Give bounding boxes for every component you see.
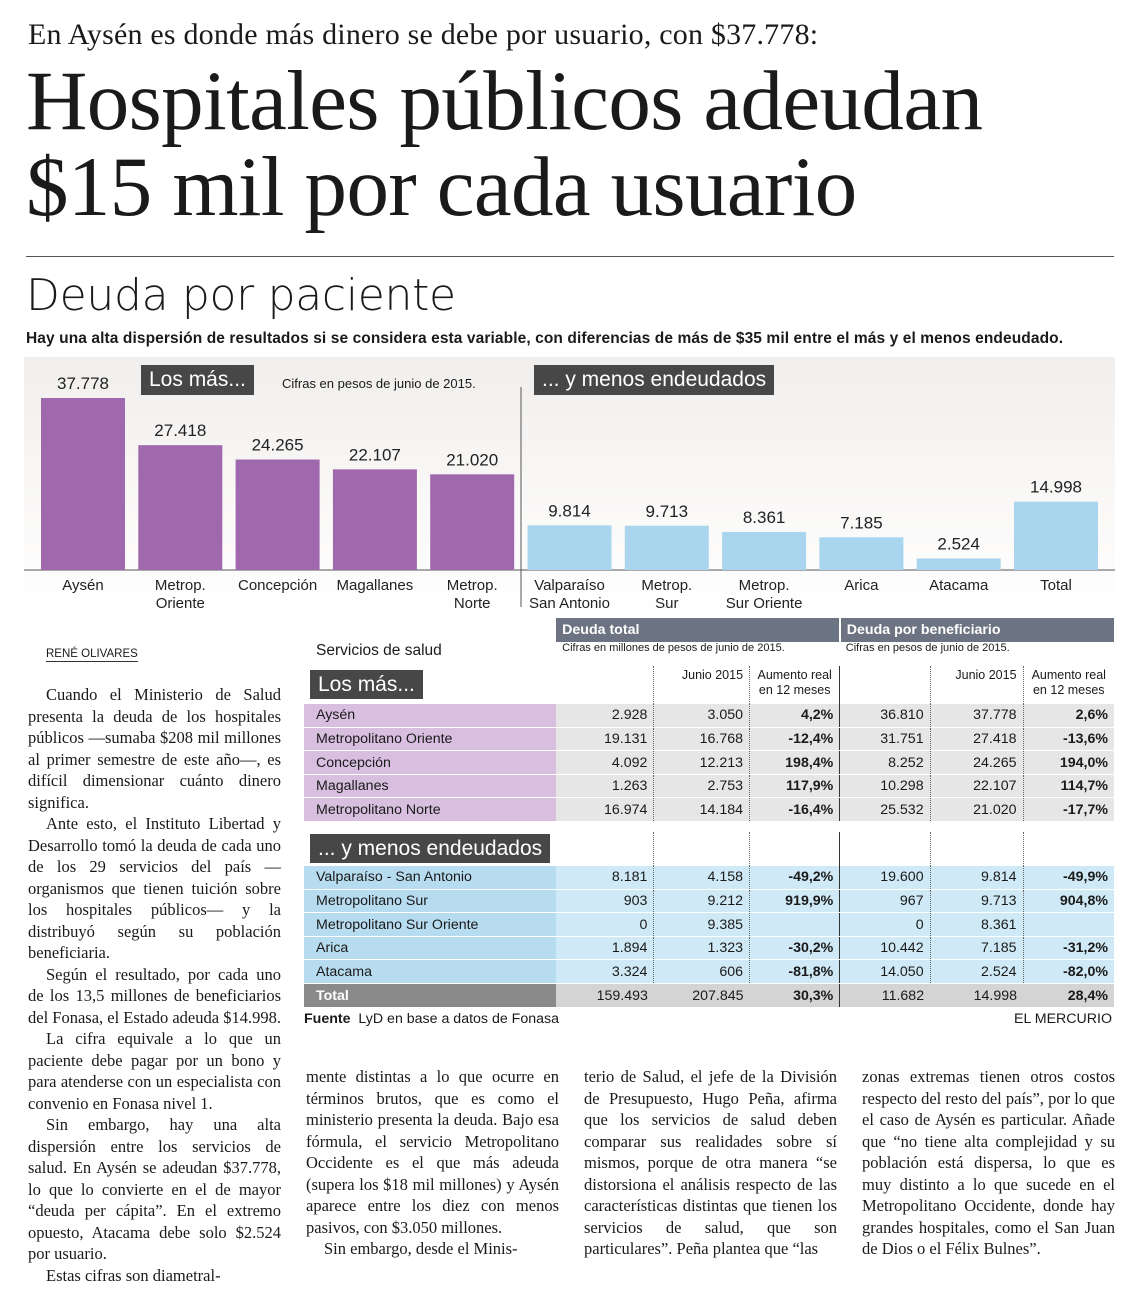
category-label: Metrop. — [154, 577, 206, 594]
headline-line-1: Hospitales públicos adeudan — [26, 54, 983, 148]
cell-value: 2.524 — [930, 960, 1023, 984]
cell-value: 8.181 — [556, 866, 654, 890]
category-label: San Antonio — [529, 595, 610, 612]
category-label: Sur — [655, 595, 679, 612]
row-label: Metropolitano Oriente — [304, 727, 556, 751]
cell-value: 14.184 — [654, 798, 750, 822]
cell-value: -30,2% — [750, 936, 840, 960]
cell-value: -82,0% — [1023, 960, 1114, 984]
table-row — [304, 960, 1114, 984]
cell-value: 8.361 — [930, 913, 1023, 937]
byline: RENÉ OLIVARES — [46, 648, 138, 660]
bar-value-label: 8.361 — [742, 507, 786, 527]
cell-value: 37.778 — [930, 704, 1023, 728]
bar — [722, 532, 806, 570]
cell-value: 19.131 — [556, 727, 654, 751]
cell-value: 194,0% — [1023, 751, 1114, 775]
bar — [528, 525, 612, 570]
bar — [917, 559, 1001, 570]
cell-value: 9.385 — [654, 913, 750, 937]
cell-value: 0 — [840, 913, 930, 937]
bar — [41, 398, 125, 570]
cell-value: 27.418 — [930, 727, 1023, 751]
publisher: EL MERCURIO — [1013, 1010, 1112, 1027]
cell-value: 0 — [556, 913, 654, 937]
cell-value — [750, 913, 840, 937]
cell-value: 3.050 — [654, 704, 750, 728]
paragraph: Estas cifras son diametral- — [46, 1265, 221, 1285]
table-row — [304, 704, 1114, 728]
divider — [26, 256, 1114, 257]
chart-note: Cifras en pesos de junio de 2015. — [282, 376, 476, 391]
total-value: 159.493 — [556, 984, 654, 1008]
category-label: Arica — [844, 577, 879, 594]
chart-tag-most: Los más... — [141, 365, 254, 395]
bar-value-label: 37.778 — [57, 374, 109, 393]
table-row — [304, 751, 1114, 775]
paragraph: Sin embargo, hay una alta dispersión entre los servicios de salud. En Aysén se adeudan $37.778, lo que lo convierte en el de mayor “deuda per cápita”. En el extremo opuesto, Atacama debe solo $2.524 por usuario. — [28, 1115, 281, 1263]
cell-value: 967 — [840, 889, 930, 913]
table-row — [304, 727, 1114, 751]
cell-value: 2.753 — [654, 774, 750, 798]
cell-value: 9.814 — [930, 866, 1023, 890]
article-column-3 — [584, 1066, 837, 1260]
cell-value: -31,2% — [1023, 936, 1114, 960]
cell-value: 903 — [556, 889, 654, 913]
total-value: 28,4% — [1023, 984, 1114, 1008]
note-deuda-beneficiario: Cifras en pesos de junio de 2015. — [845, 642, 1010, 654]
cell-value: 114,7% — [1023, 774, 1114, 798]
bar-value-label: 2.524 — [937, 534, 980, 554]
category-label: Sur Oriente — [725, 595, 803, 612]
table-row — [304, 913, 1114, 937]
row-label: Concepción — [304, 751, 556, 775]
source-text: LyD en base a datos de Fonasa — [358, 1010, 560, 1027]
cell-value: 1.894 — [556, 936, 654, 960]
table-row — [304, 889, 1114, 913]
table-row-total — [304, 984, 1114, 1008]
total-value: 30,3% — [750, 984, 840, 1008]
cell-value: -49,9% — [1023, 866, 1114, 890]
row-label: Valparaíso - San Antonio — [304, 866, 556, 890]
cell-value: 36.810 — [840, 704, 930, 728]
cell-value: 24.265 — [930, 751, 1023, 775]
col-aumento-benef: Aumento real en 12 meses — [1031, 667, 1106, 697]
cell-value: 2.928 — [556, 704, 654, 728]
table-title: Servicios de salud — [316, 642, 442, 659]
cell-value: -81,8% — [750, 960, 840, 984]
cell-value: 21.020 — [930, 798, 1023, 822]
cell-value: -49,2% — [750, 866, 840, 890]
cell-value: 9.713 — [930, 889, 1023, 913]
row-label: Aysén — [304, 704, 556, 728]
bar — [236, 460, 320, 570]
row-label: Magallanes — [304, 774, 556, 798]
bar-chart-svg — [24, 357, 1115, 617]
cell-value: 16.974 — [556, 798, 654, 822]
cell-value: 7.185 — [930, 936, 1023, 960]
column-3-text: terio de Salud, el jefe de la División de Presupuesto, Hugo Peña, afirma que los servicios de salud deben comparar sus realidades sobre sí mismos, porque de otra manera “se distorsiona el análisis respecto de las características distintas que tienen los servicios de salud, que son particulares”. Peña plantea que “las — [584, 1067, 837, 1258]
cell-value: 606 — [654, 960, 750, 984]
section-subtitle: Hay una alta dispersión de resultados si se considera esta variable, con diferencias de más de $35 mil entre el más y el menos endeudado. — [26, 330, 1064, 347]
article-column-4 — [862, 1066, 1115, 1260]
bar-value-label: 24.265 — [251, 435, 304, 455]
note-deuda-total: Cifras en millones de pesos de junio de 2015. — [562, 642, 785, 654]
paragraph: Según el resultado, por cada uno de los 13,5 millones de beneficiarios del Fonasa, el Estado adeuda $14.998. — [28, 964, 281, 1027]
category-label: Metrop. — [641, 577, 693, 594]
row-label: Arica — [304, 936, 556, 960]
bar-value-label: 9.814 — [548, 501, 591, 521]
category-label: Concepción — [237, 577, 318, 594]
col-aumento-total: Aumento real en 12 meses — [750, 666, 840, 704]
category-label: Aysén — [62, 577, 104, 594]
header-deuda-beneficiario: Deuda por beneficiario — [840, 618, 1114, 642]
kicker: En Aysén es donde más dinero se debe por usuario, con $37.778: — [28, 18, 819, 51]
category-label: Atacama — [929, 577, 989, 594]
cell-value: 3.324 — [556, 960, 654, 984]
source-label: Fuente — [304, 1010, 351, 1027]
category-label: Total — [1040, 577, 1072, 594]
cell-value: 19.600 — [840, 866, 930, 890]
category-label: Magallanes — [336, 577, 414, 594]
cell-value: -13,6% — [1023, 727, 1114, 751]
cell-value: 14.050 — [840, 960, 930, 984]
bar — [625, 526, 709, 570]
row-label: Atacama — [304, 960, 556, 984]
category-label: Valparaíso — [534, 577, 605, 594]
row-label: Metropolitano Sur Oriente — [304, 913, 556, 937]
cell-value — [1023, 913, 1114, 937]
article-column-2 — [306, 1066, 559, 1260]
paragraph: mente distintas a lo que ocurre en términos brutos, que es como el ministerio presenta la deuda. Bajo esa fórmula, el servicio Metropolitano Occidente es el que más adeuda (supera los $18 mil millones) y Aysén aparece entre los diez con menos pasivos, con $3.050 millones. — [306, 1067, 559, 1237]
bar-value-label: 21.020 — [446, 450, 499, 470]
article-column-1 — [28, 684, 281, 1286]
cell-value: 117,9% — [750, 774, 840, 798]
cell-value: 16.768 — [654, 727, 750, 751]
bar-value-label: 14.998 — [1030, 477, 1082, 497]
bar — [819, 537, 903, 570]
column-4-text: zonas extremas tienen otros costos respecto del resto del país”, por lo que el caso de Aysén es particular. Añade que “no tiene alta complejidad y su población está dispersa, lo que es muy distinto a lo que sucede en el Metropolitano Occidente, donde hay grandes hospitales, como el San Juan de Dios o el Félix Bulnes”. — [862, 1067, 1115, 1258]
col-junio-total: Junio 2015 — [654, 666, 750, 704]
cell-value: 22.107 — [930, 774, 1023, 798]
bar — [333, 469, 417, 570]
category-label: Oriente — [155, 595, 205, 612]
table-row — [304, 774, 1114, 798]
cell-value: -12,4% — [750, 727, 840, 751]
bar-value-label: 9.713 — [645, 501, 689, 521]
paragraph: La cifra equivale a lo que un paciente debe pagar por un bono y para atenderse con un especialista con convenio en Fonasa nivel 1. — [28, 1029, 281, 1113]
cell-value: 1.263 — [556, 774, 654, 798]
table-row — [304, 936, 1114, 960]
cell-value: 1.323 — [654, 936, 750, 960]
total-label: Total — [304, 984, 556, 1008]
total-value: 14.998 — [930, 984, 1023, 1008]
cell-value: 4.158 — [654, 866, 750, 890]
cell-value: 4.092 — [556, 751, 654, 775]
bar-value-label: 7.185 — [840, 513, 883, 533]
col-junio-benef: Junio 2015 — [930, 666, 1023, 704]
table-row — [304, 866, 1114, 890]
cell-value: -17,7% — [1023, 798, 1114, 822]
cell-value: 8.252 — [840, 751, 930, 775]
cell-value: 10.298 — [840, 774, 930, 798]
cell-value: 919,9% — [750, 889, 840, 913]
cell-value: 25.532 — [840, 798, 930, 822]
header-deuda-total: Deuda total — [556, 618, 840, 642]
chart-tag-least: ... y menos endeudados — [534, 365, 774, 395]
table-tag-most: Los más... — [310, 670, 423, 699]
cell-value: 9.212 — [654, 889, 750, 913]
cell-value: 12.213 — [654, 751, 750, 775]
row-label: Metropolitano Sur — [304, 889, 556, 913]
cell-value: -16,4% — [750, 798, 840, 822]
section-title: Deuda por paciente — [26, 270, 456, 321]
bar-chart — [24, 357, 1115, 617]
bar — [138, 445, 222, 570]
cell-value: 4,2% — [750, 704, 840, 728]
category-label: Metrop. — [446, 577, 498, 594]
table-tag-least: ... y menos endeudados — [310, 834, 550, 863]
bar — [430, 474, 514, 570]
bar-value-label: 22.107 — [348, 445, 401, 465]
paragraph: Cuando el Ministerio de Salud presenta la deuda de los hospitales públicos —sumaba $208 mil millones al primer semestre de este año—, es difícil dimensionar cuánto dinero significa. — [28, 685, 281, 812]
total-value: 207.845 — [654, 984, 750, 1008]
bar-value-label: 27.418 — [154, 421, 207, 441]
bar — [1014, 502, 1098, 570]
cell-value: 198,4% — [750, 751, 840, 775]
cell-value: 10.442 — [840, 936, 930, 960]
paragraph: Ante esto, el Instituto Libertad y Desarrollo tomó la deuda de cada uno de los 29 servicios del país —organismos que tienen tuición sobre los hospitales públicos— y la distribuyó según su población beneficiaria. — [28, 814, 281, 962]
paragraph: Sin embargo, desde el Minis- — [324, 1239, 518, 1258]
cell-value: 904,8% — [1023, 889, 1114, 913]
category-label: Metrop. — [738, 577, 790, 594]
cell-value: 31.751 — [840, 727, 930, 751]
cell-value: 2,6% — [1023, 704, 1114, 728]
category-label: Norte — [453, 595, 491, 612]
row-label: Metropolitano Norte — [304, 798, 556, 822]
table-row — [304, 798, 1114, 822]
debt-table — [304, 618, 1114, 1031]
headline-line-2: $15 mil por cada usuario — [26, 140, 857, 234]
total-value: 11.682 — [840, 984, 930, 1008]
headline — [26, 54, 1126, 234]
